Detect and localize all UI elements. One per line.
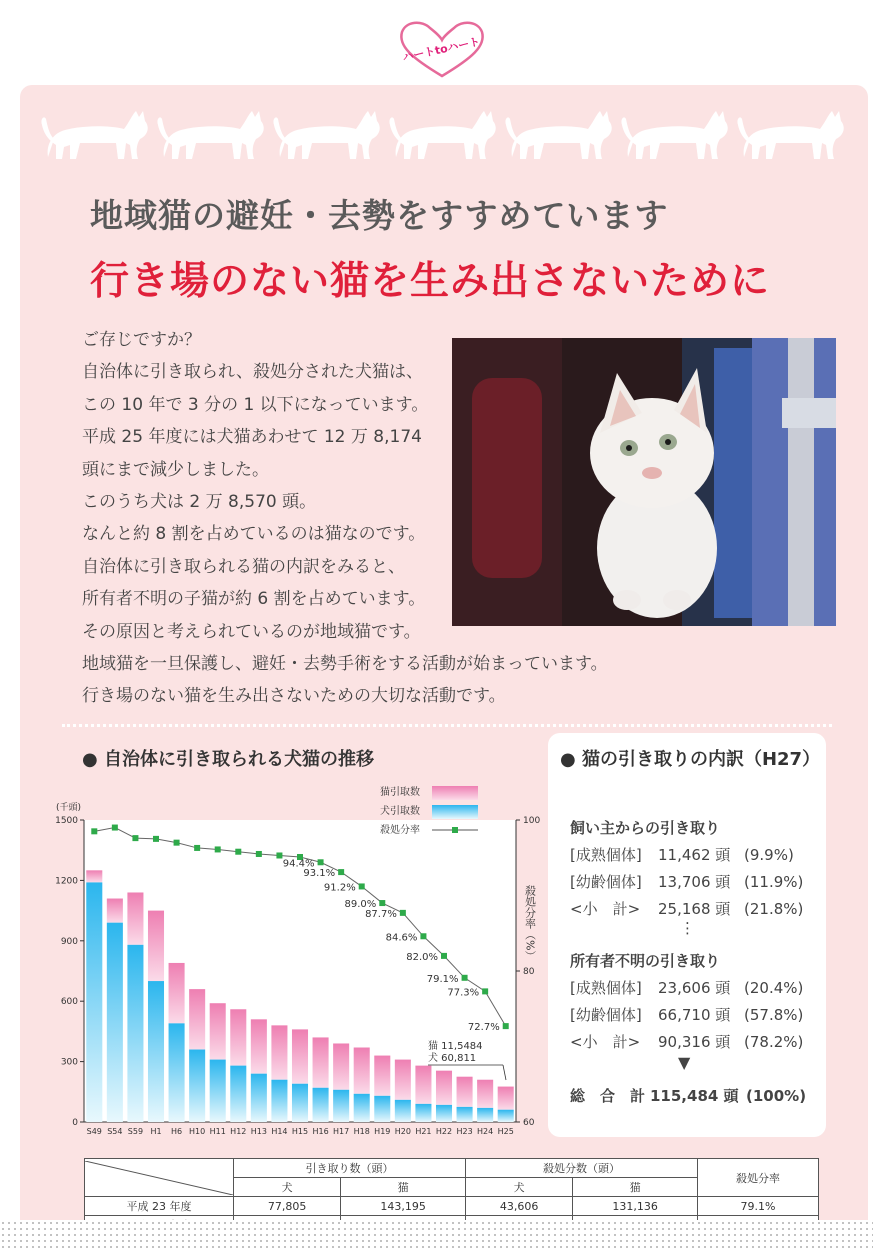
cat-bar: [436, 1071, 452, 1105]
rate-point: [338, 869, 344, 875]
cat-bar: [210, 1003, 226, 1059]
rate-label: 72.7%: [467, 1022, 500, 1034]
rate-point: [235, 849, 241, 855]
cat-bar: [86, 870, 102, 882]
owner-row: [成熟個体] 11,462 頭 (9.9%): [570, 846, 794, 864]
dog-bar: [251, 1074, 267, 1122]
cat-bar: [292, 1029, 308, 1083]
y-tick-label: 600: [60, 997, 78, 1008]
legend-rate-label: 殺処分率: [380, 825, 420, 836]
cat-bar: [127, 892, 143, 944]
legend-rate-marker: [452, 827, 458, 833]
breakdown-title: ● 猫の引き取りの内訳（H27）: [560, 749, 821, 770]
headline-main: 行き場のない猫を生み出さないために: [90, 259, 771, 304]
x-tick-label: H14: [271, 1127, 288, 1136]
dog-bar: [477, 1108, 493, 1122]
rate-point: [91, 828, 97, 834]
owner-row: [幼齢個体] 13,706 頭 (11.9%): [570, 873, 804, 891]
body-line: この 10 年で 3 分の 1 以下になっています。: [82, 394, 429, 415]
header-take: 引き取り数（頭）: [234, 1159, 466, 1178]
cat-bar: [107, 899, 123, 923]
unknown-heading: 所有者不明の引き取り: [570, 952, 721, 970]
dog-bar: [107, 923, 123, 1122]
kitten-photo: [452, 338, 836, 626]
headline-subtitle: 地域猫の避妊・去勢をすすめています: [90, 196, 669, 235]
dog-bar: [148, 981, 164, 1122]
rate-point: [215, 846, 221, 852]
body-line: ご存じですか？: [82, 330, 201, 350]
body-line: 地域猫を一旦保護し、避妊・去勢手術をする活動が始まっています。: [82, 654, 608, 675]
header-kill-dog: 犬: [466, 1178, 573, 1197]
x-tick-label: S59: [127, 1127, 144, 1136]
rate-point: [359, 883, 365, 889]
rate-label: 89.0%: [344, 899, 377, 911]
dog-bar: [374, 1096, 390, 1122]
dog-bar: [230, 1066, 246, 1122]
rate-point: [482, 988, 488, 994]
owner-heading: 飼い主からの引き取り: [570, 819, 721, 837]
down-arrow-icon: ▼: [678, 1053, 691, 1072]
legend-dog-swatch: [432, 805, 478, 819]
x-tick-label: H21: [415, 1127, 432, 1136]
cat-bar: [354, 1048, 370, 1094]
x-tick-label: S49: [86, 1127, 102, 1136]
cat-bar: [333, 1043, 349, 1089]
table-corner: [85, 1159, 234, 1197]
cat-bar: [189, 989, 205, 1049]
rate-point: [503, 1023, 509, 1029]
chart-title: ● 自治体に引き取られる犬猫の推移: [82, 749, 374, 770]
x-tick-label: H24: [477, 1127, 494, 1136]
rate-point: [276, 852, 282, 858]
y2-tick-label: 100: [523, 816, 541, 826]
cat-bar: [395, 1060, 411, 1100]
y2-tick-label: 60: [523, 1118, 535, 1128]
x-tick-label: H17: [333, 1127, 350, 1136]
cat-bar: [477, 1080, 493, 1108]
body-line: 行き場のない猫を生み出さないための大切な活動です。: [82, 686, 506, 707]
y-tick-label: 300: [60, 1057, 78, 1068]
body-line: 自治体に引き取られ、殺処分された犬猫は、: [82, 362, 424, 383]
header-kill-cat: 猫: [573, 1178, 698, 1197]
rate-label: 77.3%: [447, 987, 480, 999]
body-line: 所有者不明の子猫が約 6 割を占めています。: [82, 589, 426, 610]
cat-bar: [498, 1087, 514, 1110]
rate-label: 84.6%: [385, 932, 418, 944]
x-tick-label: H22: [435, 1127, 453, 1136]
x-tick-label: H19: [374, 1127, 391, 1136]
body-line: 頭にまで減少しました。: [82, 459, 269, 480]
x-tick-label: H25: [497, 1127, 514, 1136]
rate-point: [194, 845, 200, 851]
rate-point: [153, 836, 159, 842]
y-tick-label: 1500: [55, 816, 78, 826]
dog-bar: [436, 1105, 452, 1122]
trend-chart: [48, 780, 548, 1140]
x-tick-label: H16: [312, 1127, 329, 1136]
cat-bar: [169, 963, 185, 1023]
dog-bar: [333, 1090, 349, 1122]
rate-label: 91.2%: [323, 882, 356, 894]
cat-bar: [271, 1025, 287, 1079]
body-line: 平成 25 年度には犬猫あわせて 12 万 8,174: [82, 427, 422, 448]
cat-silhouettes-decoration: [40, 105, 850, 165]
cat-bar: [230, 1009, 246, 1065]
logo-text: ハートtoハート: [401, 35, 482, 65]
breakdown-box: [548, 733, 826, 1137]
x-tick-label: H11: [209, 1127, 226, 1136]
dog-bar: [395, 1100, 411, 1122]
rate-label: 93.1%: [303, 868, 336, 880]
rate-point: [462, 975, 468, 981]
y-tick-label: 1200: [55, 876, 78, 887]
dog-bar: [86, 882, 102, 1122]
rate-point: [174, 840, 180, 846]
rate-point: [400, 910, 406, 916]
rate-point: [112, 825, 118, 831]
dog-bar: [210, 1060, 226, 1122]
y-tick-label: 0: [72, 1118, 78, 1128]
dog-bar: [415, 1104, 431, 1122]
legend-cat-label: 猫引取数: [380, 787, 420, 798]
legend-dog-label: 犬引取数: [380, 806, 420, 817]
y-axis-unit: (千頭): [56, 803, 82, 813]
heart-logo-icon: [392, 18, 492, 80]
annotation-cat: 猫 11,5484: [428, 1041, 483, 1052]
x-tick-label: H18: [353, 1127, 370, 1136]
section-divider: [62, 724, 832, 727]
x-tick-label: H1: [150, 1127, 162, 1136]
vertical-ellipsis: ⋮: [680, 919, 695, 937]
cat-bar: [313, 1037, 329, 1087]
x-tick-label: S54: [107, 1127, 123, 1136]
dog-bar: [169, 1023, 185, 1122]
header-rate: 殺処分率: [698, 1159, 819, 1197]
body-line: その原因と考えられているのが地域猫です。: [82, 621, 421, 642]
unknown-row: <小 計> 90,316 頭 (78.2%): [570, 1033, 804, 1051]
header-take-cat: 猫: [341, 1178, 466, 1197]
x-tick-label: H20: [394, 1127, 411, 1136]
rate-point: [256, 851, 262, 857]
body-line: なんと約 8 割を占めているのは猫なのです。: [82, 524, 426, 545]
body-line: 自治体に引き取られる猫の内訳をみると、: [82, 556, 405, 577]
dog-bar: [127, 945, 143, 1122]
dog-bar: [189, 1050, 205, 1122]
x-tick-label: H23: [456, 1127, 473, 1136]
y-tick-label: 900: [60, 936, 78, 947]
x-tick-label: H12: [230, 1127, 247, 1136]
rate-point: [379, 900, 385, 906]
rate-label: 94.4%: [282, 858, 315, 870]
header-kill: 殺処分数（頭）: [466, 1159, 698, 1178]
rate-point: [420, 933, 426, 939]
cat-bar: [148, 911, 164, 981]
cat-bar: [415, 1066, 431, 1104]
rate-label: 79.1%: [426, 973, 459, 985]
x-tick-label: H13: [250, 1127, 267, 1136]
dog-bar: [292, 1084, 308, 1122]
legend-cat-swatch: [432, 786, 478, 800]
rate-point: [318, 859, 324, 865]
owner-row: <小 計> 25,168 頭 (21.8%): [570, 900, 804, 918]
x-tick-label: H6: [171, 1127, 183, 1136]
header-take-dog: 犬: [234, 1178, 341, 1197]
dog-bar: [313, 1088, 329, 1122]
unknown-row: [成熟個体] 23,606 頭 (20.4%): [570, 979, 804, 997]
y2-tick-label: 80: [523, 967, 535, 977]
rate-point: [132, 835, 138, 841]
dog-bar: [457, 1107, 473, 1122]
unknown-row: [幼齢個体] 66,710 頭 (57.8%): [570, 1006, 804, 1024]
dog-bar: [498, 1110, 514, 1122]
x-tick-label: H10: [189, 1127, 206, 1136]
x-tick-label: H15: [291, 1127, 309, 1136]
cat-bar: [374, 1056, 390, 1096]
rate-label: 87.7%: [365, 908, 397, 920]
cat-bar: [457, 1077, 473, 1107]
dog-bar: [354, 1094, 370, 1122]
body-line: このうち犬は 2 万 8,570 頭。: [82, 492, 317, 513]
cat-bar: [251, 1019, 267, 1073]
rate-point: [441, 953, 447, 959]
page-bottom-texture: [0, 1220, 873, 1251]
rate-label: 82.0%: [406, 951, 438, 963]
annotation-dog: 犬 60,811: [428, 1053, 477, 1064]
table-row: 平成 23 年度 77,805 143,195 43,606 131,136 79.1%: [85, 1197, 819, 1216]
total-row: 総 合 計 115,484 頭 (100%): [570, 1087, 807, 1105]
y2-axis-label: 殺処分率（%）: [523, 885, 537, 962]
dog-bar: [271, 1080, 287, 1122]
